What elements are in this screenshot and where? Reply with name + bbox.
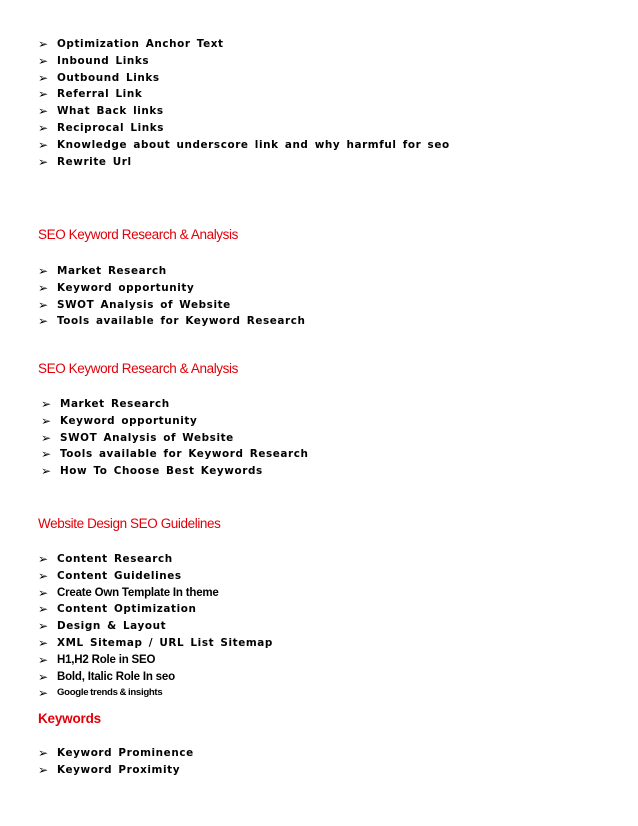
arrow-bullet-icon: ➢: [38, 120, 49, 135]
arrow-bullet-icon: ➢: [38, 585, 49, 600]
arrow-bullet-icon: ➢: [38, 552, 49, 566]
arrow-bullet-icon: ➢: [38, 686, 49, 701]
arrow-bullet-icon: ➢: [38, 104, 49, 119]
arrow-bullet-icon: ➢: [38, 619, 49, 634]
arrow-bullet-icon: ➢: [41, 397, 52, 411]
arrow-bullet-icon: ➢: [38, 568, 49, 583]
arrow-bullet-icon: ➢: [38, 746, 49, 760]
arrow-bullet-icon: ➢: [38, 37, 49, 51]
arrow-bullet-icon: ➢: [38, 280, 49, 295]
section-heading-design-guidelines: Website Design SEO Guidelines: [38, 516, 221, 531]
arrow-bullet-icon: ➢: [38, 70, 49, 85]
section-heading-keyword-research: SEO Keyword Research & Analysis: [38, 227, 238, 242]
arrow-bullet-icon: ➢: [41, 447, 52, 462]
arrow-bullet-icon: ➢: [38, 297, 49, 312]
arrow-bullet-icon: ➢: [41, 413, 52, 428]
arrow-bullet-icon: ➢: [41, 430, 52, 445]
arrow-bullet-icon: ➢: [38, 669, 49, 684]
arrow-bullet-icon: ➢: [41, 464, 52, 479]
arrow-bullet-icon: ➢: [38, 762, 49, 777]
arrow-bullet-icon: ➢: [38, 53, 49, 68]
section-heading-keywords: Keywords: [38, 711, 101, 726]
document-page: ➢ Optimization Anchor Text ➢ Inbound Links ➢ Outbound Links ➢ Referral Link ➢ What Back links ➢ Reciprocal Links ➢ Knowledge about underscore link and why harmful for seo ➢ Rewrite Url SEO Keyword Research & Analysis ➢ Market Research ➢ Keyword opportunity ➢ SWOT Analysis of Website ➢ Tools available for Keyword Research SEO Keyword Research & Analysis ➢ Market Research ➢ Keyword opportunity ➢ SWOT Analysis of Website ➢ Tools available for Keyword Research ➢ How To Choose Best Keywords Website Design SEO Guidelines ➢ Content Research ➢ Content Guidelines ➢ Create Own Template In theme ➢ Content Optimization ➢ Design & Layout ➢ XML Sitemap / URL List Sitemap ➢ H1,H2 Role in SEO ➢ Bold, Italic Role In seo ➢ Google trends & insights Keywords ➢ Keyword Prominence ➢ Keyword Proximity: [38, 37, 450, 777]
arrow-bullet-icon: ➢: [38, 652, 49, 667]
arrow-bullet-icon: ➢: [38, 87, 49, 102]
arrow-bullet-icon: ➢: [38, 314, 49, 329]
arrow-bullet-icon: ➢: [38, 602, 49, 617]
arrow-bullet-icon: ➢: [38, 154, 49, 169]
arrow-bullet-icon: ➢: [38, 635, 49, 650]
section-heading-keyword-research-2: SEO Keyword Research & Analysis: [38, 361, 238, 376]
arrow-bullet-icon: ➢: [38, 137, 49, 152]
arrow-bullet-icon: ➢: [38, 264, 49, 278]
